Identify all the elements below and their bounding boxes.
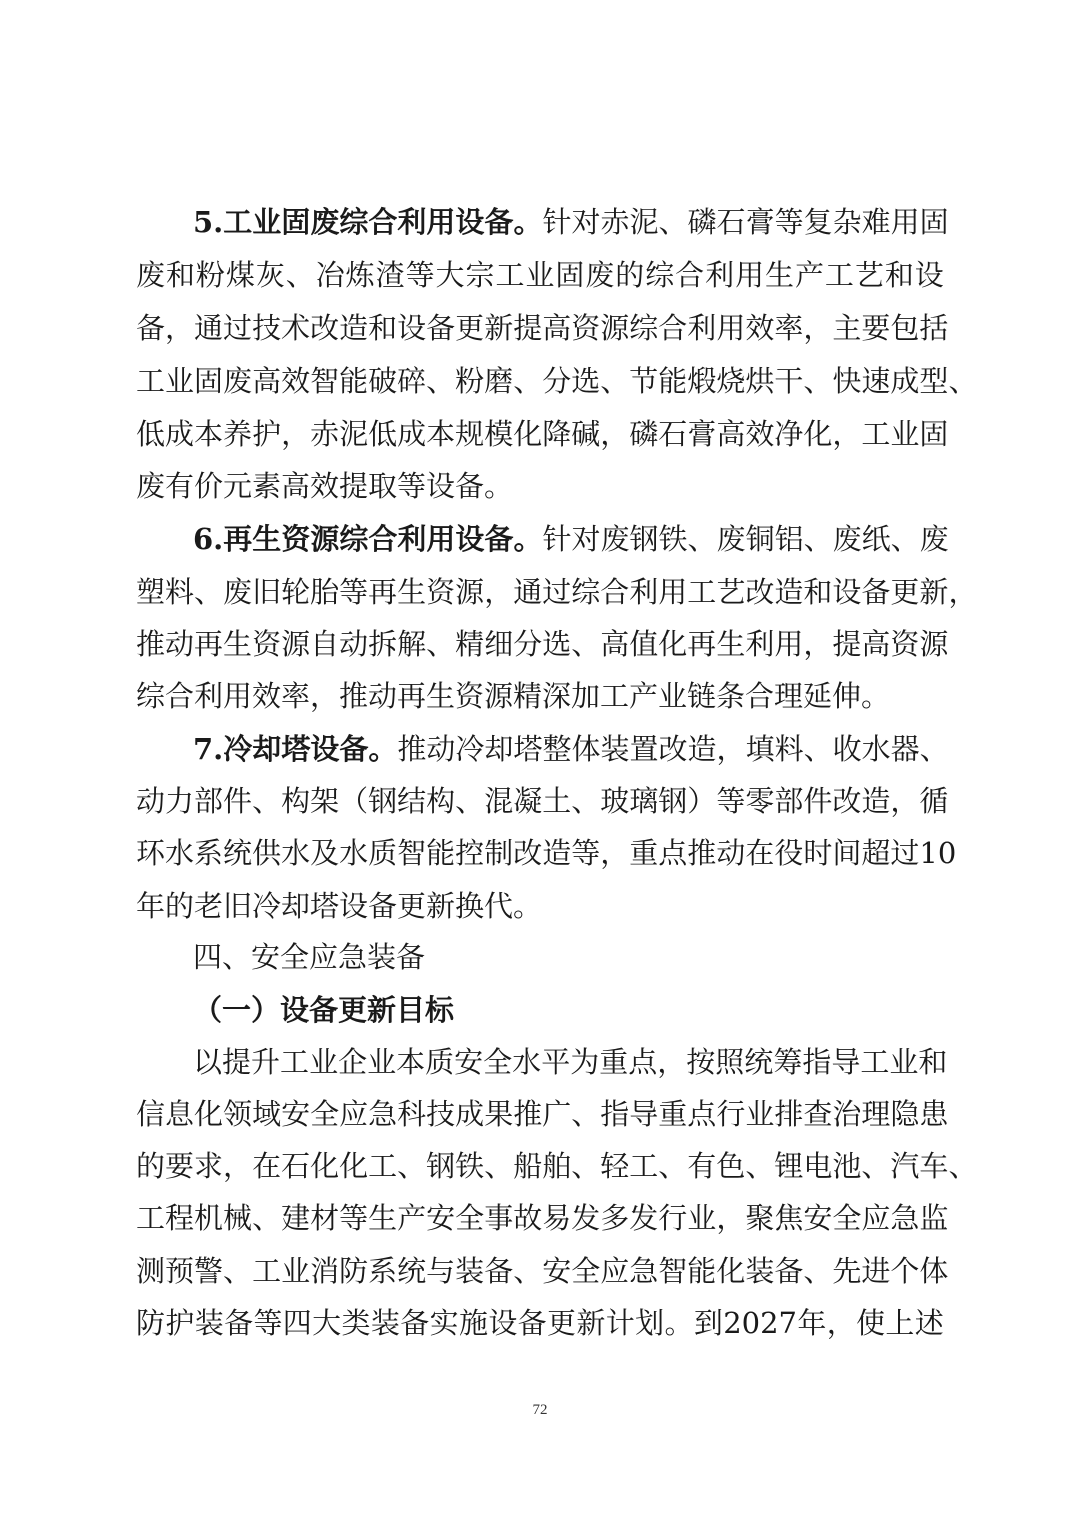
text-line: 防 护 装 备 等 四 大 类 装 备 实 施 设 备 更 新 计 划 。 到 2027 年 ， 使 上 述 xyxy=(136,1306,944,1340)
bold-heading: （一）设备更新目标 xyxy=(193,993,455,1027)
text-line: 环 水 系 统 供 水 及 水 质 智 能 控 制 改 造 等 ， 重 点 推 动 在 役 时 间 超 过 10 xyxy=(136,836,957,870)
text-line: 工 程 机 械 、 建 材 等 生 产 安 全 事 故 易 发 多 发 行 业 ， 聚 焦 安 全 应 急 监 xyxy=(136,1201,949,1235)
text-line xyxy=(136,460,944,512)
text-line xyxy=(193,984,944,1036)
text-line: 推 动 再 生 资 源 自 动 拆 解 、 精 细 分 选 、 高 值 化 再 生 利 用 ， 提 高 资 源 xyxy=(136,627,949,661)
text-line xyxy=(136,670,944,722)
text-line: 以 提 升 工 业 企 业 本 质 安 全 水 平 为 重 点 ， 按 照 统 筹 指 导 工 业 和 xyxy=(193,1045,948,1079)
text-line: 废 和 粉 煤 灰 、 冶 炼 渣 等 大 宗 工 业 固 废 的 综 合 利 用 生 产 工 艺 和 设 xyxy=(136,258,944,292)
text-line: 7. 冷 却 塔 设 备 。 推 动 冷 却 塔 整 体 装 置 改 造 ， 填 料 、 收 水 器 、 xyxy=(193,732,949,766)
line-text: 年的老旧冷却塔设备更新换代。 xyxy=(136,889,543,923)
text-line: 塑 料 、 废 旧 轮 胎 等 再 生 资 源 ， 通 过 综 合 利 用 工 艺 改 造 和 设 备 更 新 ， xyxy=(136,575,978,609)
text-line: 6. 再 生 资 源 综 合 利 用 设 备 。 针 对 废 钢 铁 、 废 铜 铝 、 废 纸 、 废 xyxy=(193,522,949,556)
text-line: 信 息 化 领 域 安 全 应 急 科 技 成 果 推 广 、 指 导 重 点 行 业 排 查 治 理 隐 患 xyxy=(136,1097,949,1131)
text-line: 工 业 固 废 高 效 智 能 破 碎 、 粉 磨 、 分 选 、 节 能 煅 烧 烘 干 、 快 速 成 型 、 xyxy=(136,364,978,398)
text-line: 5. 工 业 固 废 综 合 利 用 设 备 。 针 对 赤 泥 、 磷 石 膏 等 复 杂 难 用 固 xyxy=(193,205,949,239)
text-line: 动 力 部 件 、 构 架 （ 钢 结 构 、 混 凝 土 、 玻 璃 钢 ） 等 零 部 件 改 造 ， 循 xyxy=(136,784,949,818)
text-line: 的 要 求 ， 在 石 化 化 工 、 钢 铁 、 船 舶 、 轻 工 、 有 色 、 锂 电 池 、 汽 车 、 xyxy=(136,1149,978,1183)
text-line: 低 成 本 养 护 ， 赤 泥 低 成 本 规 模 化 降 碱 ， 磷 石 膏 高 效 净 化 ， 工 业 固 xyxy=(136,417,949,451)
text-line: 测 预 警 、 工 业 消 防 系 统 与 装 备 、 安 全 应 急 智 能 化 装 备 、 先 进 个 体 xyxy=(136,1254,949,1288)
line-text: 四、安全应急装备 xyxy=(193,940,426,974)
line-text: 废有价元素高效提取等设备。 xyxy=(136,469,514,503)
line-text: 综合利用效率，推动再生资源精深加工产业链条合理延伸。 xyxy=(136,679,891,713)
page-number: 72 xyxy=(532,1402,548,1418)
text-line xyxy=(193,931,944,983)
text-line: 备 ， 通 过 技 术 改 造 和 设 备 更 新 提 高 资 源 综 合 利 用 效 率 ， 主 要 包 括 xyxy=(136,311,949,345)
text-line xyxy=(136,880,944,932)
